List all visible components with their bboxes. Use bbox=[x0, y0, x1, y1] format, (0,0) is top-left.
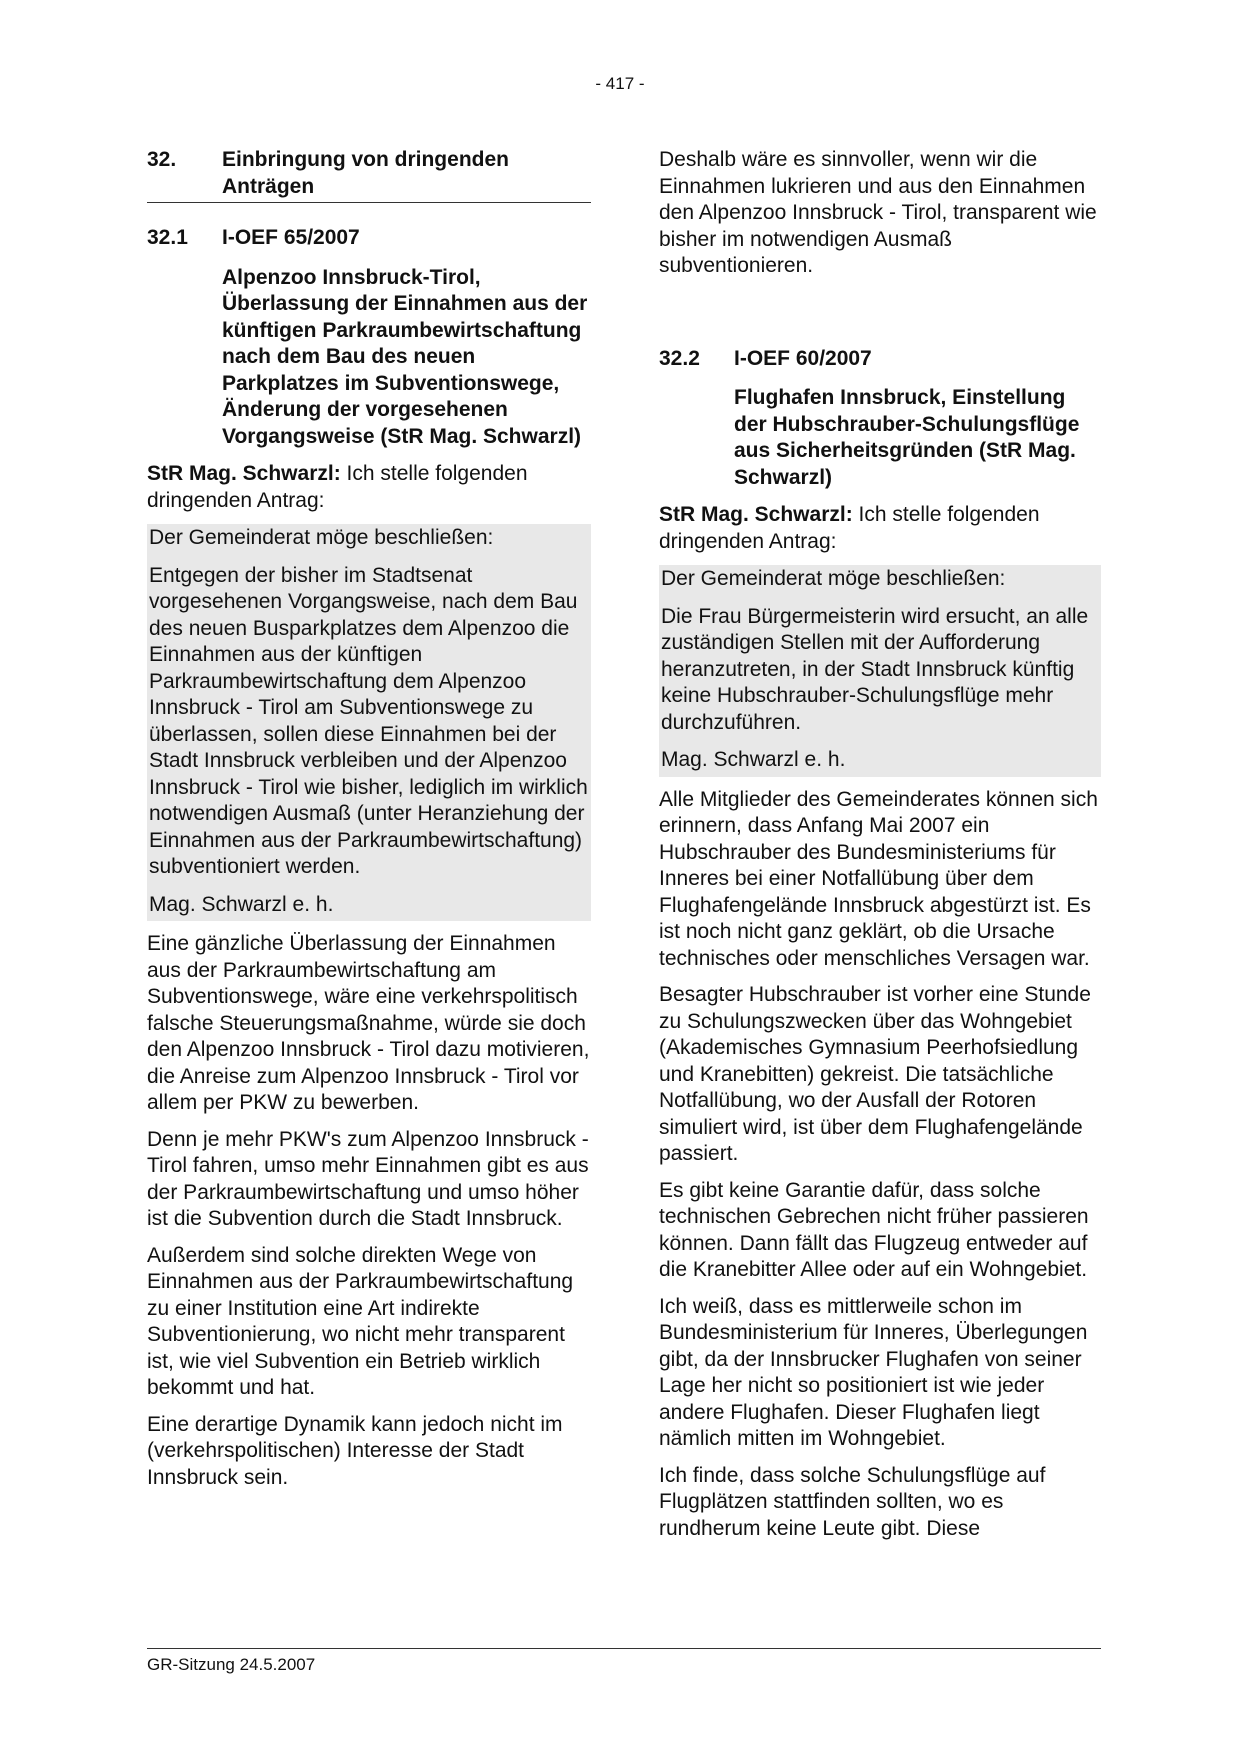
body-paragraph: Außerdem sind solche direkten Wege von Einnahmen aus der Parkraumbewirtschaftung zu einer Institution eine Art indirekte Subventionierung, wo nicht mehr transparent ist, wie viel Subvention ein Betrieb wirklich bekommt und hat. bbox=[147, 1243, 574, 1399]
speaker-name: StR Mag. Schwarzl: bbox=[147, 462, 341, 485]
left-column bbox=[147, 147, 591, 1491]
subsection-number: 32.2 bbox=[659, 346, 700, 370]
speaker-name: StR Mag. Schwarzl: bbox=[659, 503, 853, 526]
body-paragraph: Es gibt keine Garantie dafür, dass solche technischen Gebrechen nicht früher passieren können. Dann fällt das Flugzeug entweder auf die Kranebitter Allee oder auf ein Wohngebiet. bbox=[659, 1178, 1089, 1281]
right-column bbox=[659, 147, 1101, 1542]
body-paragraph: Deshalb wäre es sinnvoller, wenn wir die Einnahmen lukrieren und aus den Einnahmen den Alpenzoo Innsbruck - Tirol, transparent wie bisher im notwendigen Ausmaß subventionieren. bbox=[659, 148, 1097, 277]
subsection-id: I-OEF 60/2007 bbox=[734, 346, 872, 370]
motion-body: Die Frau Bürgermeisterin wird ersucht, an alle zuständigen Stellen mit der Aufforderung heranzutreten, in der Stadt Innsbruck künftig keine Hubschrauber-Schulungsflüge mehr durchzuführen. bbox=[661, 604, 1089, 734]
speaker-paragraph bbox=[147, 461, 591, 514]
section-title: Einbringung von dringenden Anträgen bbox=[222, 148, 509, 198]
subsection-heading bbox=[147, 225, 591, 252]
body-paragraph: Denn je mehr PKW's zum Alpenzoo Innsbruck - Tirol fahren, umso mehr Einnahmen gibt es aus der Parkraumbewirtschaftung und umso höher ist die Subvention durch die Stadt Innsbruck. bbox=[147, 1127, 589, 1230]
subsection-heading bbox=[659, 346, 1101, 373]
motion-body: Entgegen der bisher im Stadtsenat vorgesehenen Vorgangsweise, nach dem Bau des neuen Busparkplatzes dem Alpenzoo die Einnahmen aus der künftigen Parkraumbewirtschaftung dem Alpenzoo Innsbruck - Tirol am Subventionswege zu überlassen, sollen diese Einnahmen bei der Stadt Innsbruck verbleiben und der Alpenzoo Innsbruck - Tirol wie bisher, lediglich im wirklich notwendigen Ausmaß (unter Heranziehung der Einnahmen aus der Parkraumbewirtschaftung) subventioniert werden. bbox=[149, 563, 588, 878]
body-paragraph: Eine derartige Dynamik kann jedoch nicht im (verkehrspolitischen) Interesse der Stadt Innsbruck sein. bbox=[147, 1412, 563, 1489]
subsection-title: Alpenzoo Innsbruck-Tirol, Überlassung der Einnahmen aus der künftigen Parkraumbewirtschaftung nach dem Bau des neuen Parkplatzes im Subventionswege, Änderung der vorgesehenen Vorgangsweise (StR Mag. Schwarzl) bbox=[222, 265, 588, 448]
speaker-paragraph bbox=[659, 502, 1101, 555]
motion-box bbox=[147, 524, 591, 921]
section-heading bbox=[147, 147, 591, 203]
section-number: 32. bbox=[147, 148, 177, 171]
subsection-number: 32.1 bbox=[147, 226, 188, 249]
subsection-id: I-OEF 65/2007 bbox=[222, 226, 360, 249]
footer-text: GR-Sitzung 24.5.2007 bbox=[147, 1655, 316, 1674]
subsection-title: Flughafen Innsbruck, Einstellung der Hubschrauber-Schulungsflüge aus Sicherheitsgründen (StR Mag. Schwarzl) bbox=[734, 386, 1080, 489]
body-paragraph: Ich finde, dass solche Schulungsflüge auf Flugplätzen stattfinden sollten, wo es rundherum keine Leute gibt. Diese bbox=[659, 1463, 1046, 1540]
motion-box bbox=[659, 565, 1101, 777]
body-paragraph: Eine gänzliche Überlassung der Einnahmen aus der Parkraumbewirtschaftung am Subventionswege, wäre eine verkehrspolitisch falsche Steuerungsmaßnahme, würde sie doch den Alpenzoo Innsbruck - Tirol dazu motivieren, die Anreise zum Alpenzoo Innsbruck - Tirol vor allem per PKW zu bewerben. bbox=[147, 932, 590, 1114]
body-paragraph: Besagter Hubschrauber ist vorher eine Stunde zu Schulungszwecken über das Wohngebiet (Akademisches Gymnasium Peerhofsiedlung und Kranebitten) gekreist. Die tatsächliche Notfallübung, wo der Ausfall der Rotoren simuliert wird, ist über dem Flughafengelände passiert. bbox=[659, 983, 1091, 1165]
body-paragraph: Ich weiß, dass es mittlerweile schon im Bundesministerium für Inneres, Überlegungen gibt, da der Innsbrucker Flughafen von seiner Lage her nicht so positioniert ist wie jeder andere Flughafen. Dieser Flughafen liegt nämlich mitten im Wohngebiet. bbox=[659, 1294, 1088, 1450]
body-paragraph: Alle Mitglieder des Gemeinderates können sich erinnern, dass Anfang Mai 2007 ein Hubschrauber des Bundesministeriums für Inneres bei einer Notfallübung über dem Flughafengelände Innsbruck abgestürzt ist. Es ist noch nicht ganz geklärt, ob die Ursache technisches oder menschliches Versagen war. bbox=[659, 787, 1098, 970]
speaker-text: Ich stelle folgenden dringenden Antrag: bbox=[147, 462, 528, 512]
motion-signature: Mag. Schwarzl e. h. bbox=[149, 892, 334, 916]
page-number: - 417 - bbox=[595, 74, 645, 93]
motion-intro: Der Gemeinderat möge beschließen: bbox=[661, 567, 1006, 590]
speaker-text: Ich stelle folgenden dringenden Antrag: bbox=[659, 503, 1040, 553]
footer-divider bbox=[147, 1648, 1101, 1649]
motion-intro: Der Gemeinderat möge beschließen: bbox=[149, 526, 494, 549]
motion-signature: Mag. Schwarzl e. h. bbox=[661, 748, 846, 771]
